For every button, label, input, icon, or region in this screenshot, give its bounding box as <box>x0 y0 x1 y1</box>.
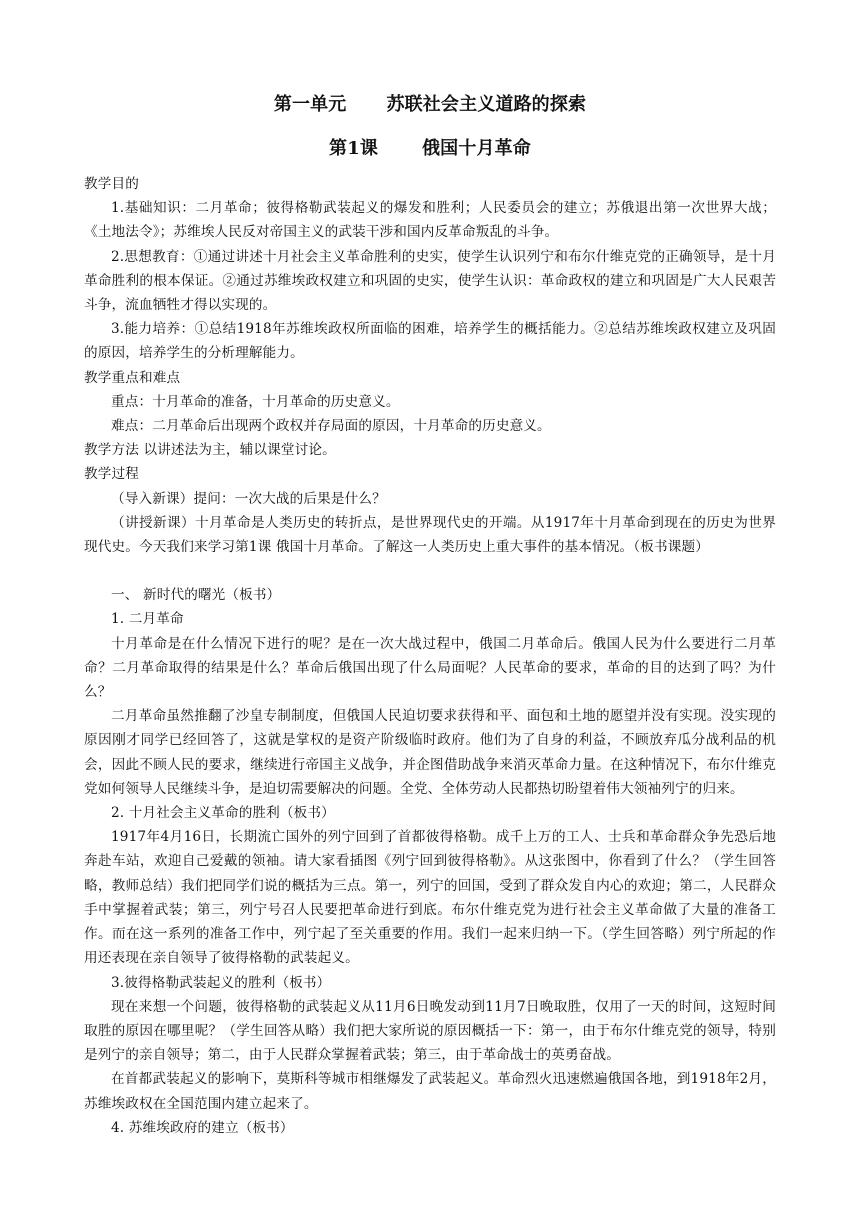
lesson-number: 第1课 <box>329 138 379 159</box>
document-page <box>84 92 776 1140</box>
unit-number: 第一单元 <box>273 94 347 115</box>
section-heading: 教学过程 <box>84 466 139 483</box>
document-body <box>84 172 776 1140</box>
paragraph: 1.基础知识：二月革命；彼得格勒武装起义的爆发和胜利；人民委员会的建立；苏俄退出第一次世界大战；《土地法令》；苏维埃人民反对帝国主义的武装干涉和国内反革命叛乱的斗争。 <box>84 200 776 241</box>
paragraph: （导入新课）提问：一次大战的后果是什么？ <box>111 490 386 507</box>
section-heading: 教学目的 <box>84 176 139 192</box>
paragraph: 一、 新时代的曙光（板书） <box>111 587 281 604</box>
section-heading: 教学重点和难点 <box>84 369 181 386</box>
paragraph: 二月革命虽然推翻了沙皇专制制度，但俄国人民迫切要求获得和平、面包和土地的愿望并没有实现。没实现的原因刚才同学已经回答了，这就是掌权的是资产阶级临时政府。他们为了自身的利益，不顾放弃瓜分战利品的机会，因此不顾人民的要求，继续进行帝国主义战争，并企图借助战争来消灭革命力量。在这种情况下，布尔什维克党如何领导人民继续斗争，是迫切需要解决的问题。全党、全体劳动人民都热切盼望着伟大领袖列宁的归来。 <box>84 708 776 797</box>
lesson-title: 俄国十月革命 <box>422 138 531 159</box>
lesson-heading <box>84 136 776 162</box>
paragraph: （讲授新课）十月革命是人类历史的转折点，是世界现代史的开端。从1917年十月革命到现在的历史为世界现代史。今天我们来学习第1课 俄国十月革命。了解这一人类历史上重大事件的基本情况。（板书课题） <box>84 514 776 556</box>
paragraph: 难点：二月革命后出现两个政权并存局面的原因，十月革命的历史意义。 <box>111 418 551 435</box>
paragraph: 2. 十月社会主义革命的胜利（板书） <box>111 805 335 822</box>
paragraph: 在首都武装起义的影响下，莫斯科等城市相继爆发了武装起义。革命烈火迅速燃遍俄国各地，到1918年2月，苏维埃政权在全国范围内建立起来了。 <box>84 1071 776 1112</box>
paragraph: 4. 苏维埃政府的建立（板书） <box>111 1119 294 1136</box>
paragraph: 1917年4月16日，长期流亡国外的列宁回到了首都彼得格勒。成千上万的工人、士兵和革命群众争先恐后地奔赴车站，欢迎自己爱戴的领袖。请大家看插图《列宁回到彼得格勒》。从这张图中，你看到了什么？（学生回答略，教师总结）我们把同学们说的概括为三点。第一，列宁的回国，受到了群众发自内心的欢迎；第二，人民群众手中掌握着武装；第三，列宁号召人民要把革命进行到底。布尔什维克党为进行社会主义革命做了大量的准备工作。而在这一系列的准备工作中，列宁起了至关重要的作用。我们一起来归纳一下。（学生回答略）列宁所起的作用还表现在亲自领导了彼得格勒的武装起义。 <box>84 829 776 967</box>
blank-line <box>84 559 776 583</box>
unit-heading <box>84 92 776 118</box>
paragraph: 十月革命是在什么情况下进行的呢？是在一次大战过程中，俄国二月革命后。俄国人民为什么要进行二月革命？二月革命取得的结果是什么？革命后俄国出现了什么局面呢？人民革命的要求，革命的目的达到了吗？为什么？ <box>84 635 776 701</box>
unit-title: 苏联社会主义道路的探索 <box>386 94 587 115</box>
paragraph: 现在来想一个问题，彼得格勒的武装起义从11月6日晚发动到11月7日晚取胜，仅用了一天的时间，这短时间取胜的原因在哪里呢？（学生回答从略）我们把大家所说的原因概括一下：第一，由于布尔什维克党的领导，特别是列宁的亲自领导；第二，由于人民群众掌握着武装；第三，由于革命战士的英勇奋战。 <box>84 998 776 1064</box>
paragraph: 3.能力培养：①总结1918年苏维埃政权所面临的困难，培养学生的概括能力。②总结苏维埃政权建立及巩固的原因，培养学生的分析理解能力。 <box>84 321 776 362</box>
paragraph: 2.思想教育：①通过讲述十月社会主义革命胜利的史实，使学生认识列宁和布尔什维克党的正确领导，是十月革命胜利的根本保证。②通过苏维埃政权建立和巩固的史实，使学生认识：革命政权的建立和巩固是广大人民艰苦斗争，流血牺牲才得以实现的。 <box>84 248 776 314</box>
paragraph: 3.彼得格勒武装起义的胜利（板书） <box>111 974 331 991</box>
section-heading: 教学方法 以讲述法为主，辅以课堂讨论。 <box>84 442 336 459</box>
paragraph: 1. 二月革命 <box>111 611 184 628</box>
paragraph: 重点：十月革命的准备，十月革命的历史意义。 <box>111 393 400 410</box>
